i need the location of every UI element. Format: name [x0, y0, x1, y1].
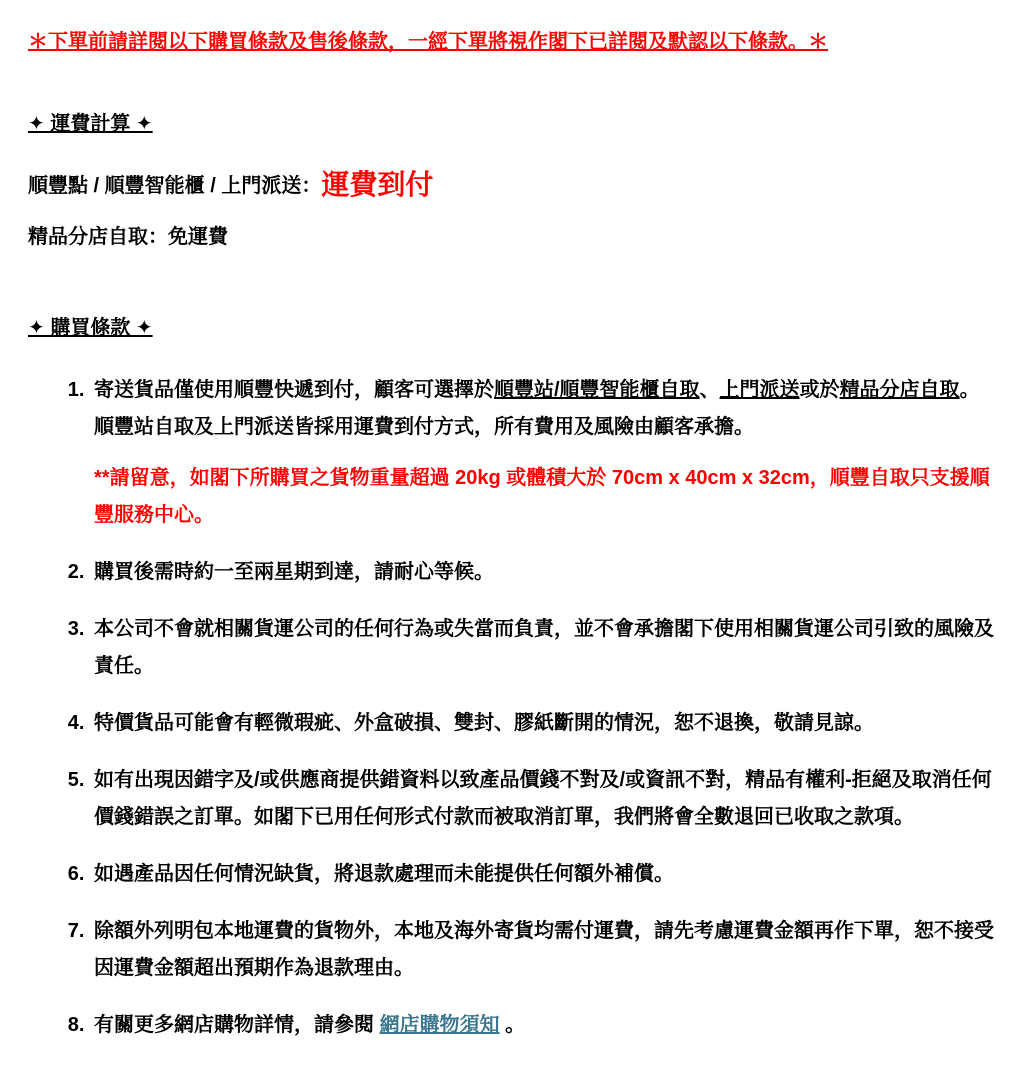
- term-paragraph: [94, 1007, 998, 1044]
- term-text-segment: 本公司不會就相關貨運公司的任何行為或失當而負責，並不會承擔閣下使用相關貨運公司引致的風險及責任。: [94, 618, 994, 677]
- underlined-term-text: 精品分店自取: [839, 379, 960, 401]
- term-text-segment: 寄送貨品僅使用順豐快遞到付，顧客可選擇於: [94, 379, 494, 401]
- term-text-segment: 除額外列明包本地運費的貨物外，本地及海外寄貨均需付運費，請先考慮運費金額再作下單，恕不接受因運費金額超出預期作為退款理由。: [94, 920, 994, 979]
- terms-item: [90, 372, 998, 534]
- terms-item: [90, 762, 998, 836]
- shipping-fee-heading: ✦ 運費計算 ✦: [28, 113, 153, 135]
- shopping-guide-link[interactable]: 網店購物須知: [379, 1014, 500, 1036]
- terms-item: [90, 611, 998, 685]
- terms-item: [90, 856, 998, 893]
- underlined-term-text: 順豐站/順豐智能櫃自取: [494, 379, 700, 401]
- term-paragraph: [94, 372, 998, 446]
- term-paragraph: [94, 856, 998, 893]
- purchase-terms-heading: ✦ 購買條款 ✦: [28, 317, 153, 339]
- term-text-segment: 特價貨品可能會有輕微瑕疵、外盒破損、雙封、膠紙斷開的情況，恕不退換，敬請見諒。: [94, 712, 874, 734]
- terms-item: [90, 913, 998, 987]
- term-paragraph: [94, 705, 998, 742]
- shipping-methods-line: [28, 164, 998, 206]
- term-text-segment: 購買後需時約一至兩星期到達，請耐心等候。: [94, 561, 494, 583]
- term-text-segment: 。順豐站自取及上門派送皆採用運費到付方式，所有費用及風險由顧客承擔。: [94, 379, 980, 438]
- term-paragraph: [94, 554, 998, 591]
- term-paragraph: [94, 913, 998, 987]
- term-text-segment: 。: [499, 1014, 526, 1036]
- freight-collect-value: 運費到付: [321, 169, 434, 200]
- top-warning-notice: ＊下單前請詳閱以下購買條款及售後條款，一經下單將視作閣下已詳閱及默認以下條款。＊: [28, 31, 828, 53]
- terms-list: [28, 372, 998, 1044]
- terms-item: [90, 554, 998, 591]
- term-text-segment: 如遇產品因任何情況缺貨，將退款處理而未能提供任何額外補償。: [94, 863, 674, 885]
- term-paragraph: [94, 762, 998, 836]
- term-text-segment: 如有出現因錯字及/或供應商提供錯資料以致產品價錢不對及/或資訊不對，精品有權利-拒絕及取消任何價錢錯誤之訂單。如閣下已用任何形式付款而被取消訂單，我們將會全數退回已收取之款項。: [94, 769, 992, 828]
- term-text-segment: 、: [699, 379, 720, 401]
- term-text-segment: 有關更多網店購物詳情，請參閱: [94, 1014, 380, 1036]
- term-paragraph: [94, 611, 998, 685]
- terms-item: [90, 1007, 998, 1044]
- term-text-segment: 或於: [799, 379, 840, 401]
- shipping-methods-label: 順豐點 / 順豐智能櫃 / 上門派送：: [28, 175, 322, 197]
- underlined-term-text: 上門派送: [719, 379, 800, 401]
- term-red-note: [94, 460, 998, 534]
- term-text-segment: **請留意，如閣下所購買之貨物重量超過 20kg 或體積大於 70cm x 40cm x 32cm，順豐自取只支援順豐服務中心。: [94, 467, 990, 526]
- terms-item: [90, 705, 998, 742]
- store-pickup-line: 精品分店自取：免運費: [28, 226, 228, 248]
